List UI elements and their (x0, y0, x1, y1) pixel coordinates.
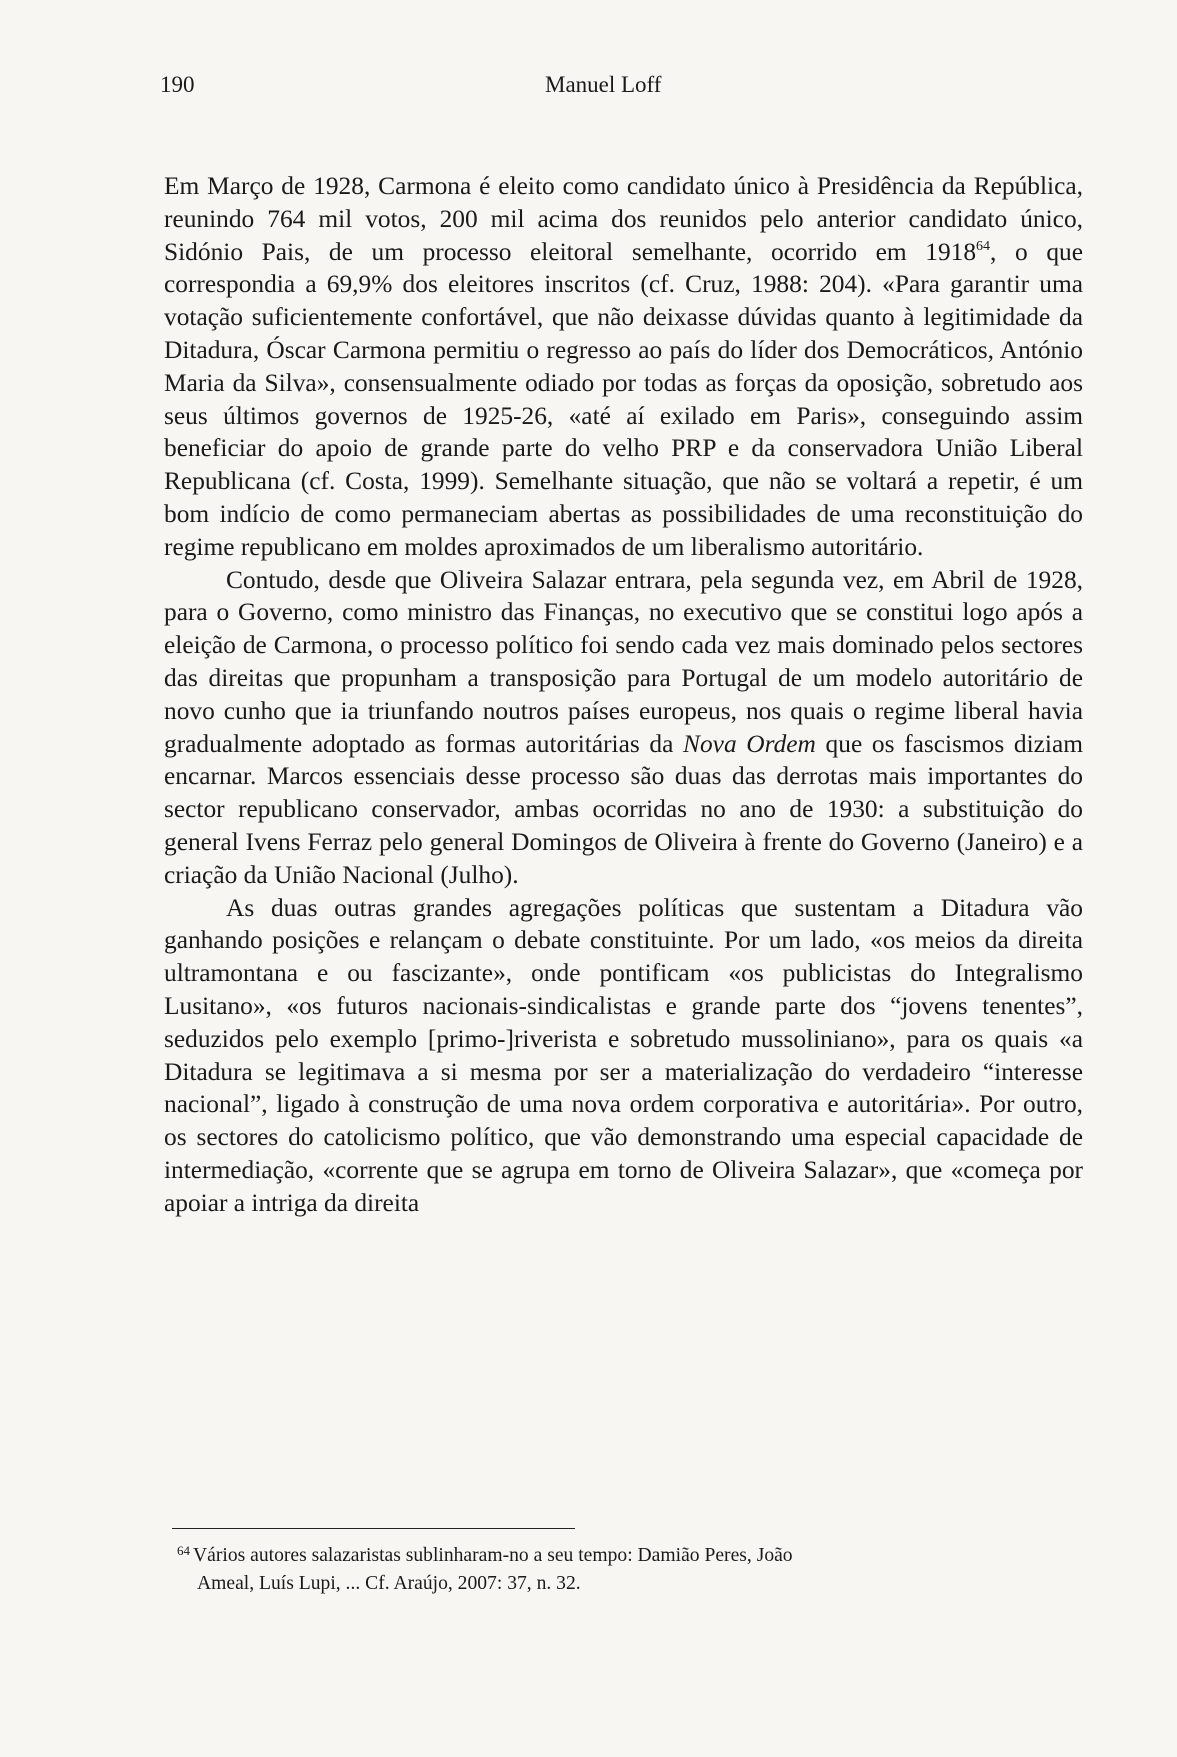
running-head: Manuel Loff (545, 72, 662, 97)
paragraph-1 (164, 170, 1083, 564)
paragraph-3 (164, 892, 1083, 1220)
footnote (177, 1542, 1085, 1597)
page-header (160, 72, 1090, 108)
footnote-line-1: Vários autores salazaristas sublinharam-no a seu tempo: Damião Peres, João (193, 1545, 793, 1566)
footnote-marker: 64 (177, 1543, 190, 1558)
body-text (164, 170, 1083, 1220)
paragraph-2-italic: Nova Ordem (683, 729, 816, 758)
paragraph-2 (164, 564, 1083, 892)
footnote-reference: 64 (976, 238, 991, 254)
paragraph-2-text-a: Contudo, desde que Oliveira Salazar entrara, pela segunda vez, em Abril de 1928, para o Governo, como ministro das Finanças, no executivo que se constitui logo após a eleição de Carmona, o processo político foi sendo cada vez mais dominado pelos sectores das direitas que propunham a transposição para Portugal de um modelo autoritário de novo cunho que ia triunfando noutros países europeus, nos quais o regime liberal havia gradualmente adoptado as formas autoritárias da (164, 565, 1083, 758)
paragraph-3-text: As duas outras grandes agregações políticas que sustentam a Ditadura vão ganhando posições e relançam o debate constituinte. Por um lado, «os meios da direita ultramontana e ou fascizante», onde pontificam «os publicistas do Integralismo Lusitano», «os futuros nacionais-sindicalistas e grande parte dos “jovens tenentes”, seduzidos pelo exemplo [primo-]riverista e sobretudo mussoliniano», para os quais «a Ditadura se legitimava a si mesma por ser a materialização do verdadeiro “interesse nacional”, ligado à construção de uma nova ordem corporativa e autoritária». Por outro, os sectores do catolicismo político, que vão demonstrando uma especial capacidade de intermediação, «corrente que se agrupa em torno de Oliveira Salazar», que «começa por apoiar a intriga da direita (164, 893, 1083, 1217)
paragraph-2-text-b: que os fascismos diziam encarnar. Marcos essenciais desse processo são duas das derrotas mais importantes do sector republicano conservador, ambas ocorridas no ano de 1930: a substituição do general Ivens Ferraz pelo general Domingos de Oliveira à frente do Governo (Janeiro) e a criação da União Nacional (Julho). (164, 729, 1083, 889)
paragraph-1-text-a: Em Março de 1928, Carmona é eleito como candidato único à Presidência da República, reunindo 764 mil votos, 200 mil acima dos reunidos pelo anterior candidato único, Sidónio Pais, de um processo eleitoral semelhante, ocorrido em 1918 (164, 172, 1083, 266)
paragraph-1-text-b: , o que correspondia a 69,9% dos eleitores inscritos (cf. Cruz, 1988: 204). «Para garantir uma votação suficientemente confortável, que não deixasse dúvidas quanto à legitimidade da Ditadura, Óscar Carmona permitiu o regresso ao país do líder dos Democráticos, António Maria da Silva», consensualmente odiado por todas as forças da oposição, sobretudo aos seus últimos governos de 1925-26, «até aí exilado em Paris», conseguindo assim beneficiar do apoio de grande parte do velho PRP e da conservadora União Liberal Republicana (cf. Costa, 1999). Semelhante situação, que não se voltará a repetir, é um bom indício de como permaneciam abertas as possibilidades de uma reconstituição do regime republicano em moldes aproximados de um liberalismo autoritário. (164, 237, 1083, 561)
footnote-separator (172, 1528, 575, 1529)
footnote-line-2: Ameal, Luís Lupi, ... Cf. Araújo, 2007: 37, n. 32. (197, 1572, 581, 1594)
page-number: 190 (160, 72, 195, 97)
